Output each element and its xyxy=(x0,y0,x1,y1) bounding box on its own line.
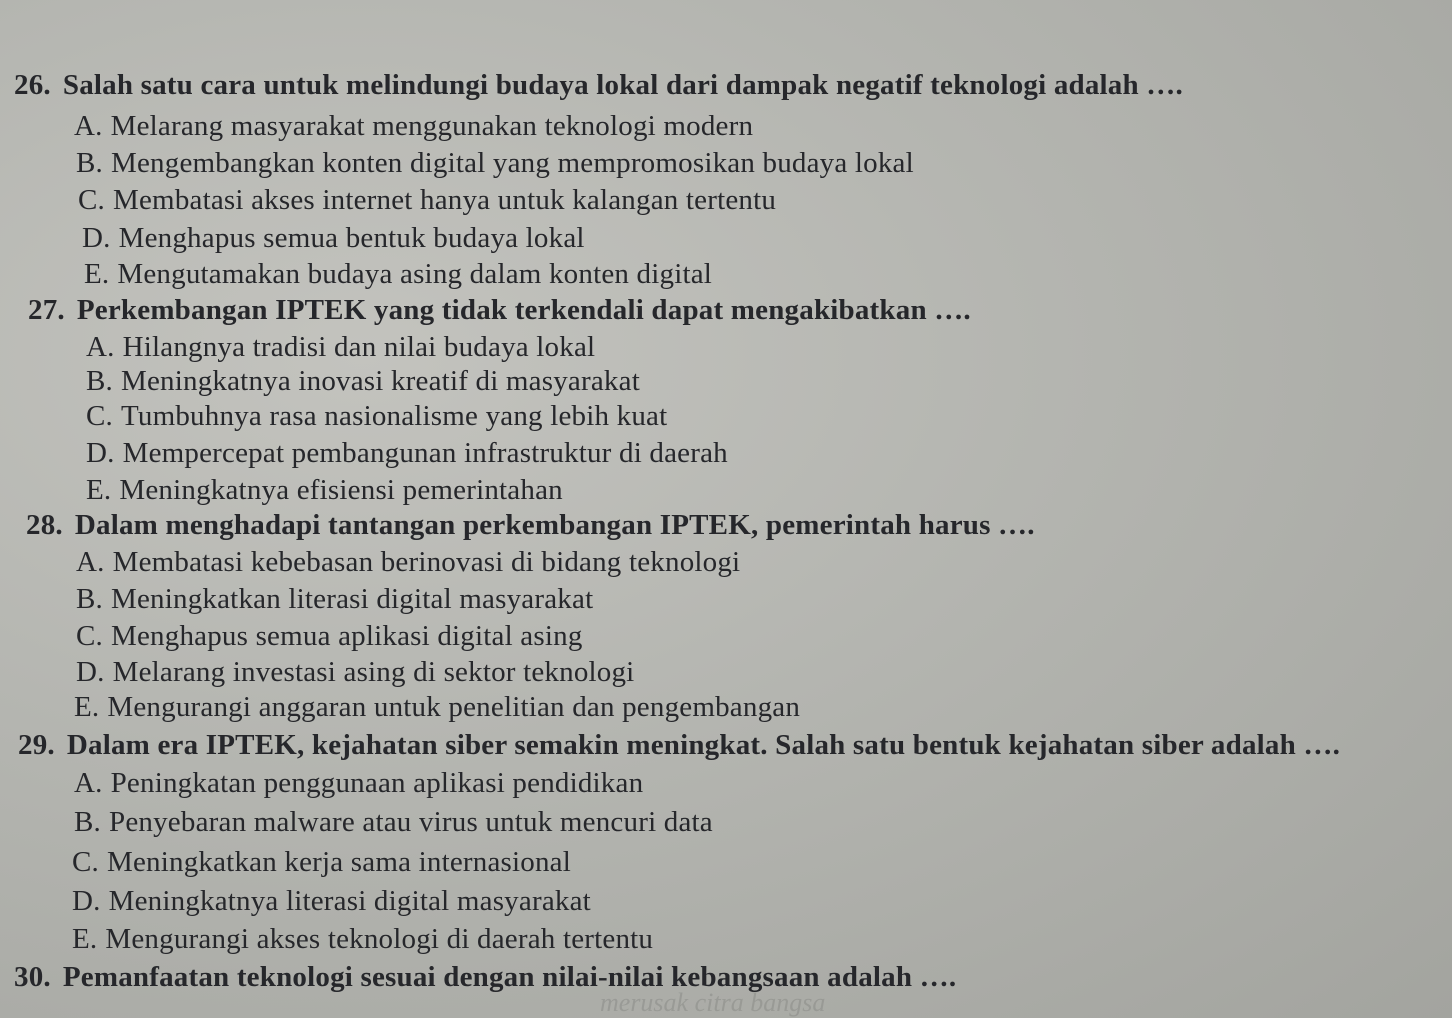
question-number: 30. xyxy=(14,961,51,993)
option-letter: C. xyxy=(76,620,103,652)
option-letter: A. xyxy=(74,110,103,142)
option-text: Penyebaran malware atau virus untuk mencuri data xyxy=(109,806,713,838)
option-text: Meningkatkan kerja sama internasional xyxy=(107,846,571,878)
option-letter: A. xyxy=(74,767,103,799)
option-text: Meningkatnya inovasi kreatif di masyarakat xyxy=(121,365,640,397)
option-letter: A. xyxy=(76,546,105,578)
question-text: Perkembangan IPTEK yang tidak terkendali dapat mengakibatkan …. xyxy=(76,294,971,326)
option-text: Tumbuhnya rasa nasionalisme yang lebih kuat xyxy=(121,400,668,432)
option-text: Membatasi kebebasan berinovasi di bidang teknologi xyxy=(112,546,741,578)
option-27-a xyxy=(86,330,595,364)
option-letter: E. xyxy=(84,258,110,290)
option-letter: C. xyxy=(72,846,99,878)
option-29-a xyxy=(74,766,643,800)
question-number: 28. xyxy=(26,509,63,541)
option-27-b xyxy=(86,364,640,398)
option-text: Mengurangi akses teknologi di daerah tertentu xyxy=(105,923,654,955)
question-27 xyxy=(28,293,971,327)
option-letter: B. xyxy=(76,147,103,179)
option-text: Menghapus semua bentuk budaya lokal xyxy=(118,222,585,254)
cut-off-handwriting: merusak citra bangsa xyxy=(600,988,826,1017)
option-26-d xyxy=(82,221,585,255)
option-text: Menghapus semua aplikasi digital asing xyxy=(111,620,583,652)
option-26-a xyxy=(74,109,753,143)
option-text: Mengembangkan konten digital yang mempromosikan budaya lokal xyxy=(111,147,914,179)
question-number: 29. xyxy=(18,729,55,761)
option-28-d xyxy=(76,655,634,689)
option-26-b xyxy=(76,146,914,180)
option-26-e xyxy=(84,257,712,291)
option-text: Melarang investasi asing di sektor teknologi xyxy=(112,656,635,688)
option-letter: E. xyxy=(72,923,98,955)
option-26-c xyxy=(78,183,776,217)
option-text: Mengurangi anggaran untuk penelitian dan pengembangan xyxy=(107,691,801,723)
question-28 xyxy=(26,508,1035,542)
option-letter: C. xyxy=(78,184,105,216)
option-text: Mengutamakan budaya asing dalam konten digital xyxy=(117,258,713,290)
question-text: Dalam menghadapi tantangan perkembangan IPTEK, pemerintah harus …. xyxy=(74,509,1035,541)
option-letter: A. xyxy=(86,331,115,363)
option-29-c xyxy=(72,845,571,879)
option-28-e xyxy=(74,690,800,724)
option-27-d xyxy=(86,436,728,470)
question-text: Pemanfaatan teknologi sesuai dengan nilai-nilai kebangsaan adalah …. xyxy=(62,961,957,993)
option-letter: B. xyxy=(86,365,113,397)
option-text: Meningkatnya literasi digital masyarakat xyxy=(108,885,591,917)
option-letter: B. xyxy=(74,806,101,838)
option-text: Meningkatkan literasi digital masyarakat xyxy=(111,583,594,615)
question-number: 27. xyxy=(28,294,65,326)
question-number: 26. xyxy=(14,69,51,101)
question-26 xyxy=(14,68,1183,102)
option-text: Peningkatan penggunaan aplikasi pendidikan xyxy=(110,767,644,799)
option-29-b xyxy=(74,805,713,839)
option-29-e xyxy=(72,922,653,956)
option-letter: D. xyxy=(86,437,115,469)
option-27-e xyxy=(86,473,563,507)
option-text: Hilangnya tradisi dan nilai budaya lokal xyxy=(122,331,596,363)
question-29 xyxy=(18,728,1340,762)
option-letter: D. xyxy=(76,656,105,688)
option-text: Membatasi akses internet hanya untuk kalangan tertentu xyxy=(113,184,777,216)
option-29-d xyxy=(72,884,591,918)
option-text: Mempercepat pembangunan infrastruktur di daerah xyxy=(122,437,728,469)
option-28-a xyxy=(76,545,740,579)
option-27-c xyxy=(86,399,667,433)
option-text: Meningkatnya efisiensi pemerintahan xyxy=(119,474,563,506)
option-letter: C. xyxy=(86,400,113,432)
option-28-b xyxy=(76,582,593,616)
option-letter: E. xyxy=(86,474,112,506)
question-text: Dalam era IPTEK, kejahatan siber semakin meningkat. Salah satu bentuk kejahatan siber adalah …. xyxy=(66,729,1341,761)
option-letter: E. xyxy=(74,691,100,723)
option-letter: D. xyxy=(72,885,101,917)
option-text: Melarang masyarakat menggunakan teknologi modern xyxy=(110,110,754,142)
question-text: Salah satu cara untuk melindungi budaya lokal dari dampak negatif teknologi adalah …. xyxy=(62,69,1183,101)
option-letter: D. xyxy=(82,222,111,254)
option-letter: B. xyxy=(76,583,103,615)
option-28-c xyxy=(76,619,583,653)
